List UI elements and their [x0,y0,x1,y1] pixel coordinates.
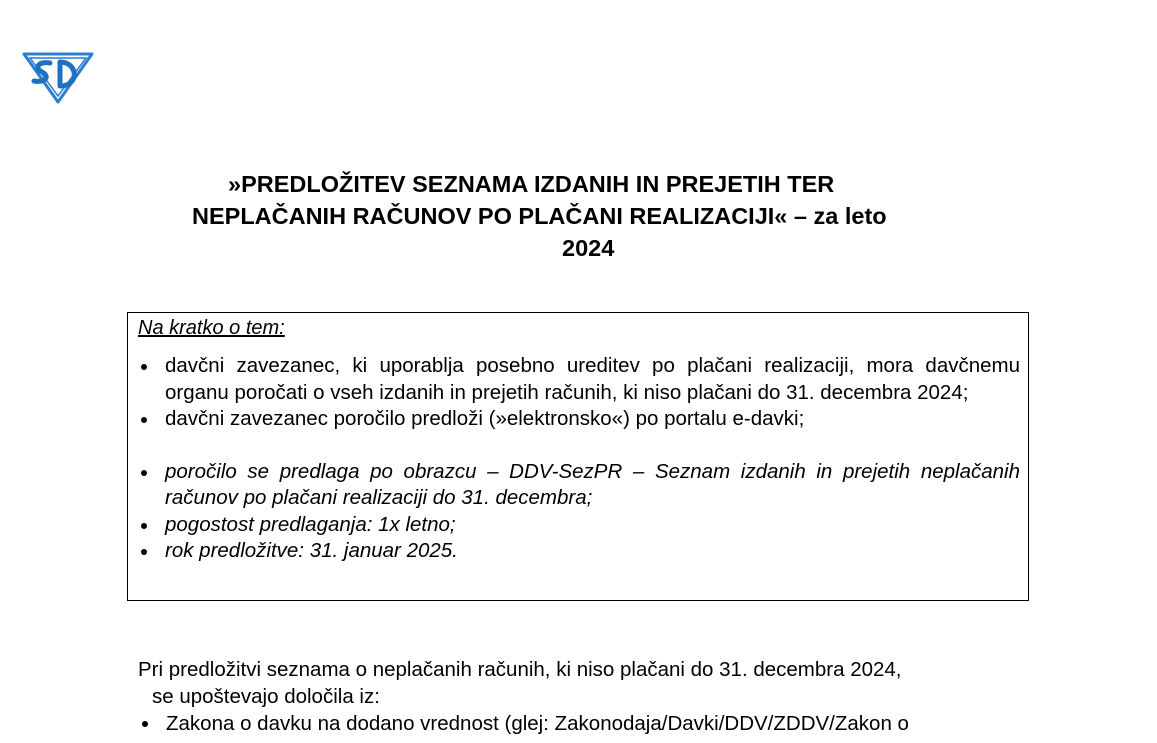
intro-line-1: Pri predložitvi seznama o neplačanih računih, ki niso plačani do 31. decembra 2024, [138,658,902,681]
title-line-2: NEPLAČANIH RAČUNOV PO PLAČANI REALIZACIJI« – za leto [192,203,887,229]
law-list [138,710,1038,737]
document-title [150,168,1030,264]
title-line-3: 2024 [562,235,615,261]
list-item: rok predložitve: 31. januar 2025. [136,538,1020,565]
list-item: davčni zavezanec, ki uporablja posebno ureditev po plačani realizaciji, mora davčnemu organu poročati o vseh izdanih in prejetih računih, ki niso plačani do 31. decembra 2024; [136,353,1020,406]
summary-list [136,353,1020,565]
summary-box [127,312,1029,601]
list-item: Zakona o davku na dodano vrednost (glej: Zakonodaja/Davki/DDV/ZDDV/Zakon o [138,710,1038,737]
list-item: pogostost predlaganja: 1x letno; [136,512,1020,539]
summary-heading: Na kratko o tem: [138,317,285,339]
sd-shield-logo-icon [20,48,96,104]
title-line-1: »PREDLOŽITEV SEZNAMA IZDANIH IN PREJETIH TER [228,171,835,197]
list-item: davčni zavezanec poročilo predloži (»elektronsko«) po portalu e-davki; [136,406,1020,433]
list-item: poročilo se predlaga po obrazcu – DDV-SezPR – Seznam izdanih in prejetih neplačanih računov po plačani realizaciji do 31. decembra; [136,459,1020,512]
intro-paragraph [138,656,1038,710]
intro-line-2: se upoštevajo določila iz: [152,685,380,708]
